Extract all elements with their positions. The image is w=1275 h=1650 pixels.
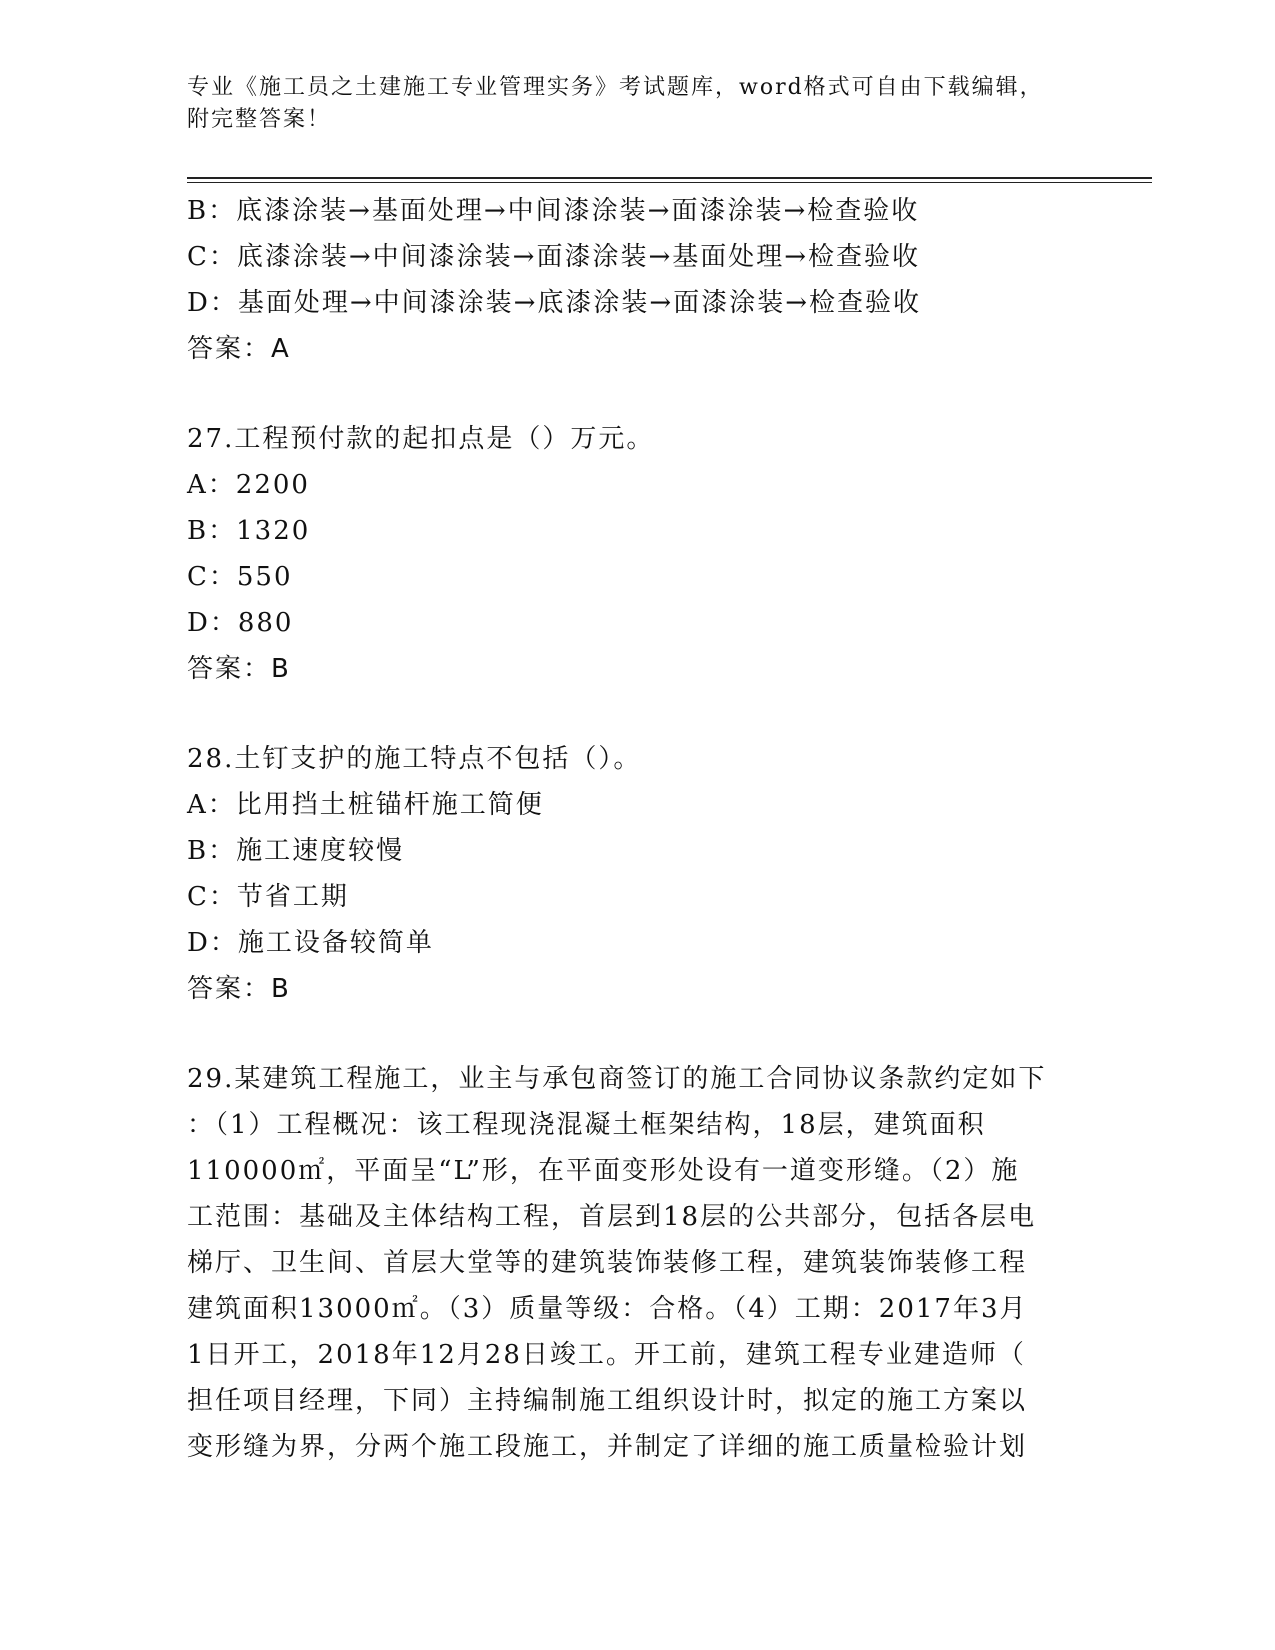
q26-option-c: C：底漆涂装→中间漆涂装→面漆涂装→基面处理→检查验收 <box>187 242 921 272</box>
spacer <box>187 372 1067 416</box>
q27-option-d: D：880 <box>187 608 294 638</box>
q27-option-b: B：1320 <box>187 516 311 546</box>
question-27 <box>187 416 1067 692</box>
q28-option-a: A：比用挡土桩锚杆施工简便 <box>187 790 544 820</box>
q29-line-7: 1日开工，2018年12月28日竣工。开工前，建筑工程专业建造师（ <box>187 1340 1026 1370</box>
q28-option-d: D：施工设备较简单 <box>187 928 434 958</box>
q27-answer: 答案：B <box>187 654 291 684</box>
q27-option-a: A：2200 <box>187 470 310 500</box>
q29-line-4: 工范围：基础及主体结构工程，首层到18层的公共部分，包括各层电 <box>187 1202 1037 1232</box>
document-body <box>187 188 1067 1470</box>
question-28 <box>187 736 1067 1012</box>
q26-answer: 答案：A <box>187 334 291 364</box>
header-divider-thick <box>187 177 1152 179</box>
q29-line-6: 建筑面积13000㎡。（3）质量等级：合格。（4）工期：2017年3月 <box>187 1294 1028 1324</box>
q29-line-5: 梯厅、卫生间、首层大堂等的建筑装饰装修工程，建筑装饰装修工程 <box>187 1248 1028 1278</box>
question-26 <box>187 188 1067 372</box>
q29-line-8: 担任项目经理，下同）主持编制施工组织设计时，拟定的施工方案以 <box>187 1386 1028 1416</box>
spacer <box>187 1012 1067 1056</box>
q28-answer: 答案：B <box>187 974 291 1004</box>
q28-option-b: B：施工速度较慢 <box>187 836 405 866</box>
header-line-1: 专业《施工员之土建施工专业管理实务》考试题库，word格式可自由下载编辑， <box>187 75 1044 100</box>
spacer <box>187 692 1067 736</box>
document-header <box>187 72 1087 136</box>
q29-line-3: 110000㎡，平面呈“L”形，在平面变形处设有一道变形缝。（2）施 <box>187 1156 1020 1186</box>
q26-option-d: D：基面处理→中间漆涂装→底漆涂装→面漆涂装→检查验收 <box>187 288 921 318</box>
q29-line-9: 变形缝为界，分两个施工段施工，并制定了详细的施工质量检验计划 <box>187 1432 1028 1462</box>
q29-line-2: ：（1）工程概况：该工程现浇混凝土框架结构，18层，建筑面积 <box>187 1110 986 1140</box>
q27-option-c: C：550 <box>187 562 293 592</box>
q27-question: 27.工程预付款的起扣点是（）万元。 <box>187 424 655 454</box>
q26-option-b: B：底漆涂装→基面处理→中间漆涂装→面漆涂装→检查验收 <box>187 196 920 226</box>
q28-question: 28.土钉支护的施工特点不包括（）。 <box>187 744 642 774</box>
q28-option-c: C：节省工期 <box>187 882 349 912</box>
question-29 <box>187 1056 1067 1470</box>
header-line-2: 附完整答案！ <box>187 107 332 132</box>
q29-line-1: 29.某建筑工程施工，业主与承包商签订的施工合同协议条款约定如下 <box>187 1064 1047 1094</box>
header-divider-thin <box>187 182 1152 183</box>
